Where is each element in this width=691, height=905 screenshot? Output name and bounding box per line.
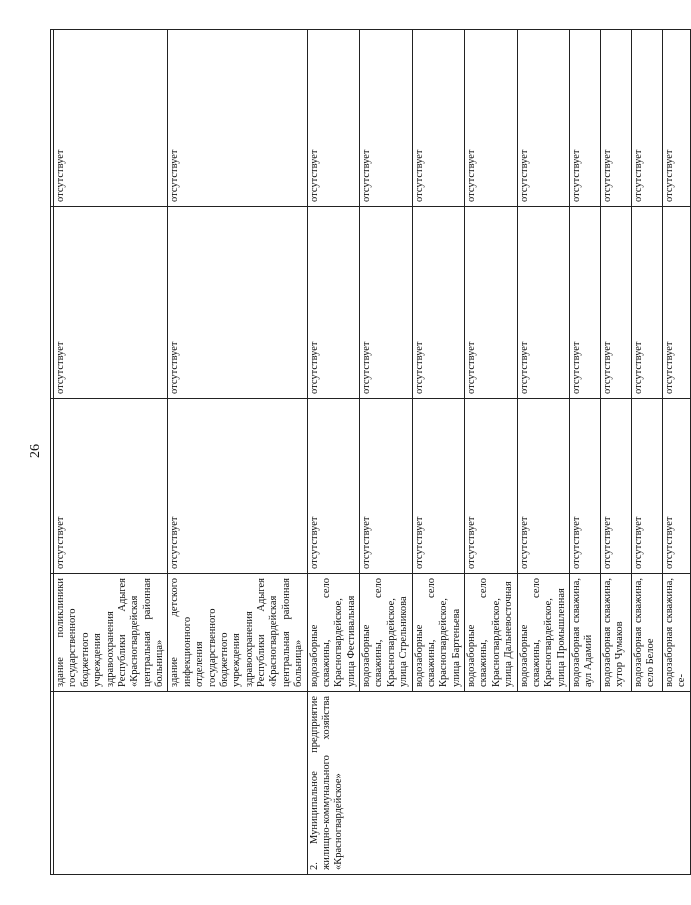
status-cell: отсутствует — [412, 207, 465, 399]
status-cell: отсутствует — [663, 30, 691, 207]
status-cell: отсутствует — [601, 30, 632, 207]
table-body — [54, 30, 691, 875]
object-cell: водозаборная скважина, село Белое — [632, 574, 663, 692]
object-cell: водозаборные скважины, село Красногвардейское, улица Фестивальная — [307, 574, 360, 692]
object-cell: водозаборные скважины, село Красногвардейское, улица Стрельникова — [360, 574, 413, 692]
object-cell: водозаборные скважины, село Красногвардейское, улица Промышленная — [517, 574, 570, 692]
status-cell: отсутствует — [54, 30, 168, 207]
status-cell: отсутствует — [632, 399, 663, 574]
document-table — [50, 29, 691, 875]
status-cell: отсутствует — [517, 30, 570, 207]
status-cell: отсутствует — [307, 399, 360, 574]
status-cell: отсутствует — [168, 30, 307, 207]
rotated-page — [22, 30, 688, 875]
status-cell: отсутствует — [307, 30, 360, 207]
status-cell: отсутствует — [663, 207, 691, 399]
status-cell: отсутствует — [632, 30, 663, 207]
status-cell: отсутствует — [570, 30, 601, 207]
table-row — [54, 30, 168, 875]
status-cell: отсутствует — [360, 207, 413, 399]
status-cell: отсутствует — [663, 399, 691, 574]
status-cell: отсутствует — [465, 399, 518, 574]
status-cell: отсутствует — [168, 207, 307, 399]
status-cell: отсутствует — [54, 399, 168, 574]
status-cell: отсутствует — [465, 30, 518, 207]
object-cell: водозаборная скважина, аул Адамий — [570, 574, 601, 692]
status-cell: отсутствует — [570, 207, 601, 399]
status-cell: отсутствует — [168, 399, 307, 574]
status-cell: отсутствует — [517, 207, 570, 399]
object-cell: водозаборные скважины, село Красногвардейское, улица Бартеньева — [412, 574, 465, 692]
table-row — [307, 30, 360, 875]
status-cell: отсутствует — [307, 207, 360, 399]
object-cell: здание поликлиники государственного бюджетного учреждения здравоохранения Республики Адыгея «Красногвардейская центральная районная больница» — [54, 574, 168, 692]
status-cell: отсутствует — [570, 399, 601, 574]
status-cell: отсутствует — [360, 399, 413, 574]
status-cell: отсутствует — [465, 207, 518, 399]
object-cell: водозаборная скважина, хутор Чумаков — [601, 574, 632, 692]
page-number: 26 — [28, 444, 43, 458]
status-cell: отсутствует — [601, 207, 632, 399]
status-cell: отсутствует — [412, 30, 465, 207]
status-cell: отсутствует — [412, 399, 465, 574]
status-cell: отсутствует — [360, 30, 413, 207]
status-cell: отсутствует — [54, 207, 168, 399]
org-cell: 2. Муниципальное предприятие жилищно-коммунального хозяйства «Красногвардейское» — [307, 692, 690, 875]
object-cell: водозаборные скважины, село Красногвардейское, улица Дальневосточная — [465, 574, 518, 692]
status-cell: отсутствует — [632, 207, 663, 399]
object-cell: водозаборная скважина, се- — [663, 574, 691, 692]
object-cell: здание детского инфекционного отделения государственного бюджетного учреждения здравоохранения Республики Адыгея «Красногвардейская центральная районная больница» — [168, 574, 307, 692]
status-cell: отсутствует — [517, 399, 570, 574]
org-cell — [54, 692, 308, 875]
status-cell: отсутствует — [601, 399, 632, 574]
